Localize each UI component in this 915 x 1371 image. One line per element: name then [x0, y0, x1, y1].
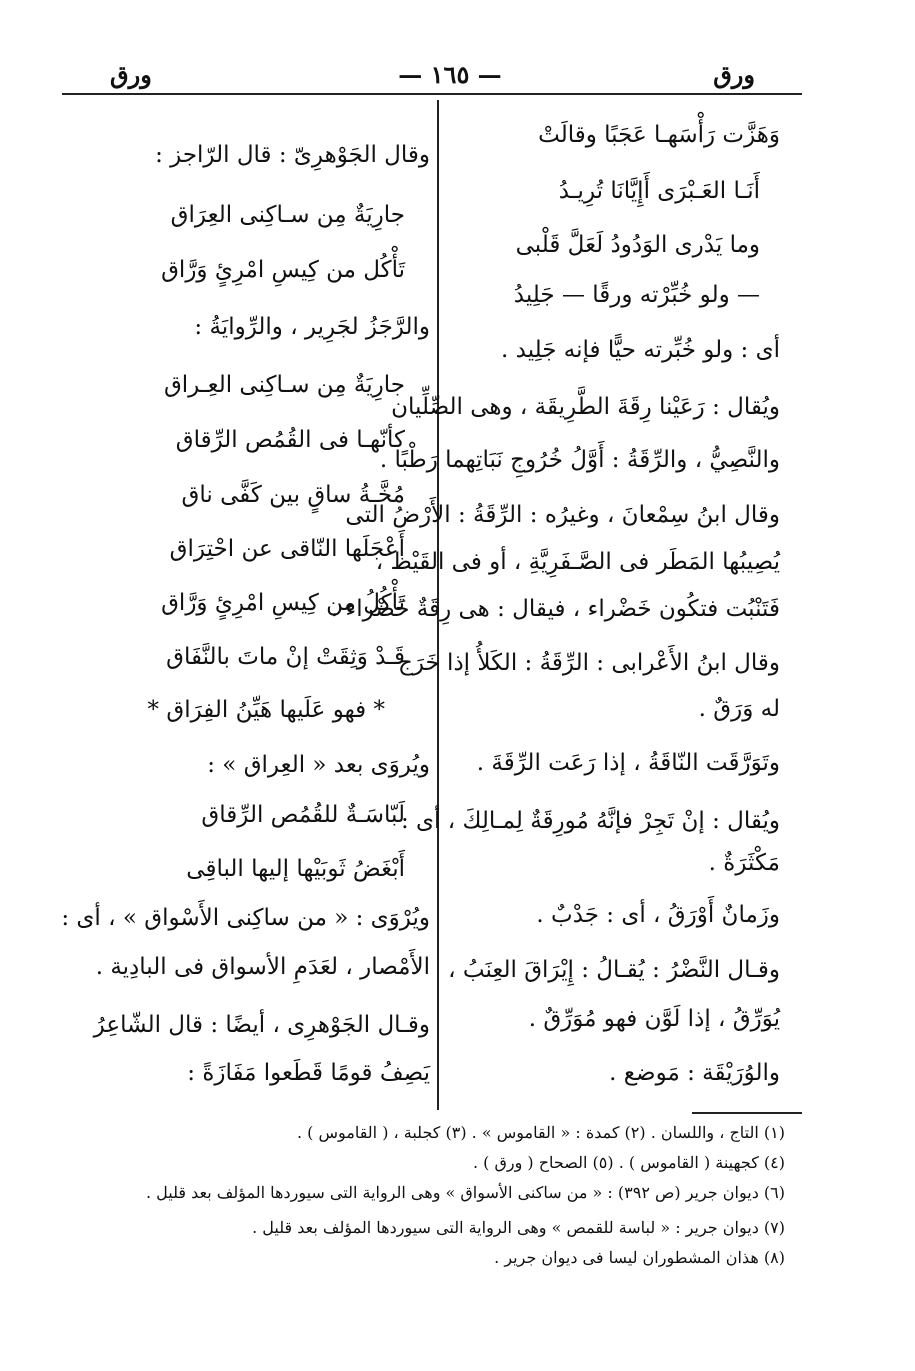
text-line: يُوَرِّقُ ، إذا لَوَّن فهو مُوَرِّقٌ . — [528, 1006, 780, 1032]
text-line: وقال ابنُ الأَعْرابى : الرِّقَةُ : الكَلأُ إذا خَرَج — [397, 650, 780, 676]
verse-line: أَنَـا العَـبْرَى أَإِيَّانَا تُرِيـدُ — [558, 178, 760, 204]
verse-line: جارِيَةٌ مِن سـاكِنى العِرَاق — [170, 202, 405, 228]
footnote-line: (٧) ديوان جرير : « لباسة للقمص » وهى الرواية التى سيوردها المؤلف بعد قليل . — [252, 1218, 785, 1237]
text-line: ويُروَى بعد « العِراق » : — [207, 752, 430, 778]
text-line: وَهَزَّت رَأْسَهـا عَجَبًا وقالَتْ — [538, 122, 780, 148]
text-line: مَكْثَرَةٌ . — [708, 850, 780, 876]
footnote-line: (٨) هذان المشطوران ليسا فى ديوان جرير . — [494, 1248, 785, 1267]
text-line: وقال ابنُ سِمْعانَ ، وغيرُه : الرِّقَةُ : الأَرْضُ التى — [345, 502, 780, 528]
text-line: وقـال الجَوْهرِى ، أيضًا : قال الشّاعِرُ — [93, 1012, 430, 1038]
text-line: الأَمْصار ، لعَدَمِ الأسواق فى البادِية . — [95, 954, 430, 980]
verse-line: مُخَّـةُ ساقٍ بين كَفَّى ناق — [181, 482, 405, 508]
verse-line: أَبْغَضُ ثَوبَيْها إليها الباقِى — [186, 856, 405, 882]
text-line: فَتَنْبُت فتكُون خَضْراء ، فيقال : هى رِقَةٌ خَضْراء . — [330, 596, 780, 622]
footnote-line: (١) التاج ، واللسان . (٢) كمدة : « القاموس » . (٣) كجلبة ، ( القاموس ) . — [296, 1123, 785, 1142]
verse-line: تَأْكُلُ من كِيسِ امْرِئٍ وَرَّاق — [161, 590, 405, 616]
text-line: وقـال النَّضْرُ : يُقـالُ : إِيْرَاقَ العِنَبُ ، — [448, 957, 780, 983]
text-line: والرَّجَزُ لجَرِير ، والرِّوايَةُ : — [194, 314, 430, 340]
verse-line: كأنّهـا فى القُمُص الرِّقاق — [175, 427, 405, 453]
text-line: وزَمانٌ أَوْرَقُ ، أى : جَدْبٌ . — [536, 902, 780, 928]
text-line: ويُقال : إنْ تَجِرْ فإنَّهُ مُورِقَةٌ لِمـالِكَ ، أى : — [400, 808, 780, 834]
text-line: والوُرَيْقَة : مَوضع . — [609, 1060, 780, 1086]
text-line: يُصِيبُها المَطَر فى الصَّـفَرِيَّةِ ، أو فى القَيْظ ، — [375, 549, 780, 575]
verse-line: قَـدْ وَثِقَتْ إنْ ماتَ بالنَّفَاق — [166, 644, 405, 670]
footnote-rule — [692, 1112, 802, 1114]
text-line: أى : ولو خُبِّرته حيًّا فإنه جَلِيد . — [501, 337, 780, 363]
running-head-right: ورق — [713, 60, 755, 89]
verse-line: جارِيَةٌ مِن سـاكِنى العِـراق — [163, 372, 405, 398]
verse-line: — ولو خُبِّرْته ورقًا — جَلِيدُ — [513, 282, 760, 308]
text-line: له وَرَقٌ . — [698, 696, 780, 722]
text-line: وتَوَرَّقَت النّاقَةُ ، إذا رَعَت الرِّقَةَ . — [476, 750, 780, 776]
text-line: ويُقال : رَعَيْنا رِقَةَ الطَّرِيقَة ، وهى الصِّلِّيان — [391, 394, 780, 420]
page-number: — ١٦٥ — — [398, 60, 502, 89]
verse-line: لَبّاسَـةٌ للقُمُص الرِّقاق — [201, 802, 405, 828]
verse-line: * فهو عَلَيها هَيِّنُ الفِرَاق * — [147, 697, 385, 723]
text-line: يَصِفُ قومًا قَطَعوا مَفَازَةً : — [187, 1060, 430, 1086]
running-head-left: ورق — [110, 60, 152, 89]
text-line: والنَّصِيُّ ، والرِّقَةُ : أَوَّلُ خُرُوجِ نَبَاتِهما رَطْبًا . — [379, 447, 780, 473]
page-header — [60, 52, 800, 92]
footnote-line: (٦) ديوان جرير (ص ٣٩٢) : « من ساكنى الأسواق » وهى الرواية التى سيوردها المؤلف بعد قليل . — [146, 1183, 785, 1202]
text-line: ويُرْوَى : « من ساكِنى الأَسْواق » ، أى : — [61, 905, 430, 931]
footnote-line: (٤) كجهينة ( القاموس ) . (٥) الصحاح ( ورق ) . — [472, 1153, 785, 1172]
verse-line: تَأْكُل من كِيسِ امْرِئٍ وَرَّاق — [161, 257, 405, 283]
text-line: وقال الجَوْهرِىّ : قال الرّاجز : — [155, 142, 430, 168]
verse-line: أَعْجَلَها النّاقى عن احْتِرَاق — [169, 536, 405, 562]
header-rule — [62, 93, 802, 95]
verse-line: وما يَدْرى الوَدُودُ لَعَلَّ قَلْبى — [515, 232, 760, 258]
